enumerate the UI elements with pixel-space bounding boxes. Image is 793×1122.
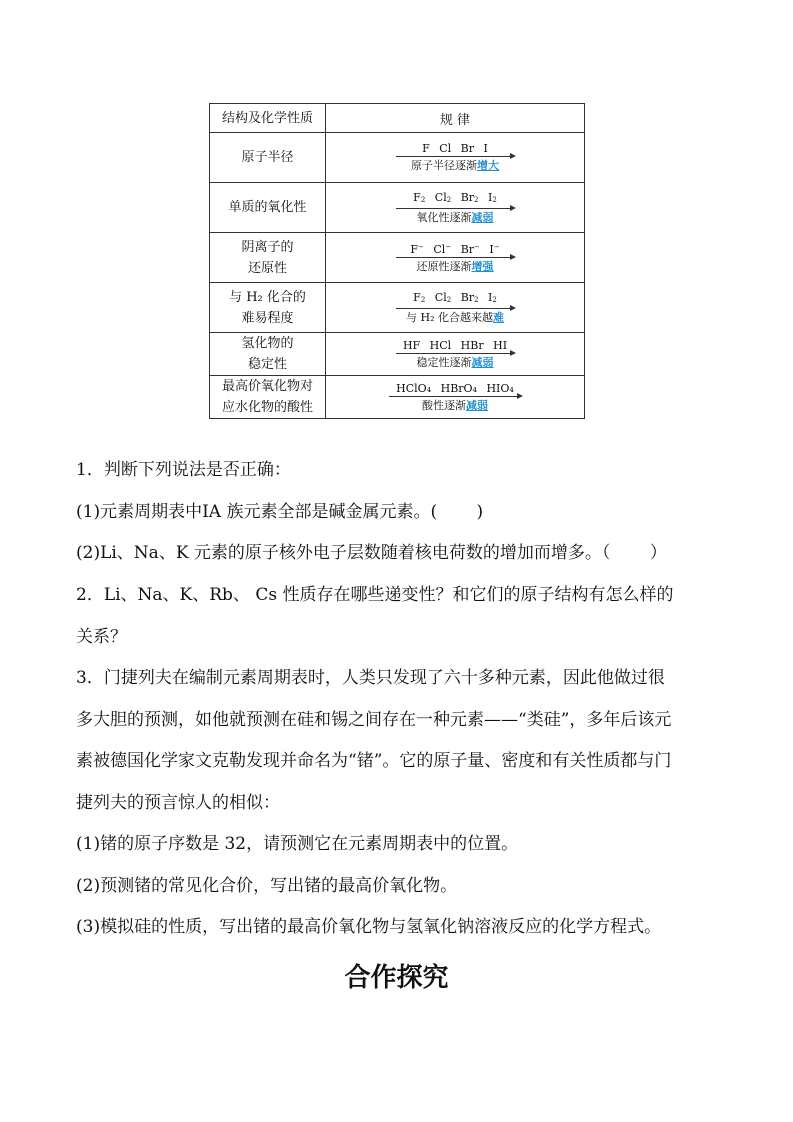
trend-arrow-group xyxy=(389,382,521,412)
row-property: 单质的氧化性 xyxy=(210,183,326,233)
element-sequence: F− Cl− Br− I− xyxy=(410,243,500,256)
table-row xyxy=(210,233,585,283)
trend-keyword: 减弱 xyxy=(466,398,488,412)
row-property: 最高价氧化物对 应水化物的酸性 xyxy=(210,376,326,419)
question-3-line-4: 捷列夫的预言惊人的相似： xyxy=(76,793,280,813)
trend-arrow-group xyxy=(396,241,514,273)
trend-label: 稳定性逐渐减弱 xyxy=(416,355,494,369)
section-heading: 合作探究 xyxy=(344,963,449,993)
element-sequence: F Cl Br I xyxy=(422,142,488,155)
question-1-part-2: (2)Li、Na、K 元素的原子核外电子层数随着核电荷数的增加而增多。（ ） xyxy=(76,543,667,563)
trend-keyword: 减弱 xyxy=(471,355,494,369)
trend-keyword: 减弱 xyxy=(471,210,494,224)
table-row xyxy=(210,376,585,419)
trend-label: 与 H₂ 化合越来越难 xyxy=(406,310,504,324)
question-3-part-1: (1)锗的原子序数是 32，请预测它在元素周期表中的位置。 xyxy=(76,834,519,854)
right-arrow-icon xyxy=(396,156,514,157)
trend-arrow-group xyxy=(396,339,514,369)
question-3-part-3: (3)模拟硅的性质，写出锗的最高价氧化物与氢氧化钠溶液反应的化学方程式。 xyxy=(76,917,662,937)
trend-label: 还原性逐渐增强 xyxy=(416,260,494,273)
right-arrow-icon xyxy=(396,353,514,354)
element-sequence: $F_2$ $Cl_2$ $Br_2$ $I_2$ xyxy=(413,290,497,304)
row-rule xyxy=(326,283,585,333)
header-rule: 规 律 xyxy=(326,104,585,133)
right-arrow-icon xyxy=(396,308,514,309)
question-3-line-1: 3．门捷列夫在编制元素周期表时，人类只发现了六十多种元素，因此他做过很 xyxy=(76,668,665,688)
right-arrow-icon xyxy=(396,257,514,258)
row-rule xyxy=(326,133,585,183)
row-rule xyxy=(326,333,585,376)
table-header-row xyxy=(210,104,585,133)
question-1: 1．判断下列说法是否正确： xyxy=(76,460,291,480)
trend-keyword: 增大 xyxy=(477,159,499,172)
trend-arrow-group xyxy=(396,142,514,172)
trend-label: 氧化性逐渐减弱 xyxy=(416,210,494,224)
row-rule xyxy=(326,233,585,283)
trend-arrow-group xyxy=(396,291,514,324)
table-row xyxy=(210,133,585,183)
trend-label: 原子半径逐渐增大 xyxy=(411,159,499,172)
row-rule xyxy=(326,376,585,419)
right-arrow-icon xyxy=(396,208,514,209)
header-property: 结构及化学性质 xyxy=(210,104,326,133)
table-row xyxy=(210,183,585,233)
row-property: 阴离子的 还原性 xyxy=(210,233,326,283)
element-sequence: HF HCl HBr HI xyxy=(402,338,508,352)
row-property: 原子半径 xyxy=(210,133,326,183)
right-arrow-icon xyxy=(389,396,521,397)
trend-keyword: 增强 xyxy=(471,260,494,273)
question-3-line-3: 素被德国化学家文克勒发现并命名为“锗”。它的原子量、密度和有关性质都与门 xyxy=(76,751,672,771)
row-property: 氢化物的 稳定性 xyxy=(210,333,326,376)
trend-arrow-group xyxy=(396,191,514,224)
trend-label: 酸性逐渐减弱 xyxy=(422,398,488,412)
table-row xyxy=(210,333,585,376)
periodic-trend-table xyxy=(209,103,585,419)
row-rule xyxy=(326,183,585,233)
trend-keyword: 难 xyxy=(493,310,504,324)
question-2-line-1: 2．Li、Na、K、Rb、 Cs 性质存在哪些递变性？和它们的原子结构有怎么样的 xyxy=(76,585,674,605)
question-1-part-1: (1)元素周期表中ⅠA 族元素全部是碱金属元素。( ) xyxy=(76,502,484,522)
row-property: 与 H₂ 化合的 难易程度 xyxy=(210,283,326,333)
question-3-part-2: (2)预测锗的常见化合价，写出锗的最高价氧化物。 xyxy=(76,876,458,896)
question-2-line-2: 关系？ xyxy=(76,627,127,647)
element-sequence: $F_2$ $Cl_2$ $Br_2$ $I_2$ xyxy=(413,190,497,204)
element-sequence: HClO₄ HBrO₄ HIO₄ xyxy=(396,381,514,395)
question-3-line-2: 多大胆的预测，如他就预测在硅和锡之间存在一种元素——“类硅”，多年后该元 xyxy=(76,710,672,730)
table-row xyxy=(210,283,585,333)
